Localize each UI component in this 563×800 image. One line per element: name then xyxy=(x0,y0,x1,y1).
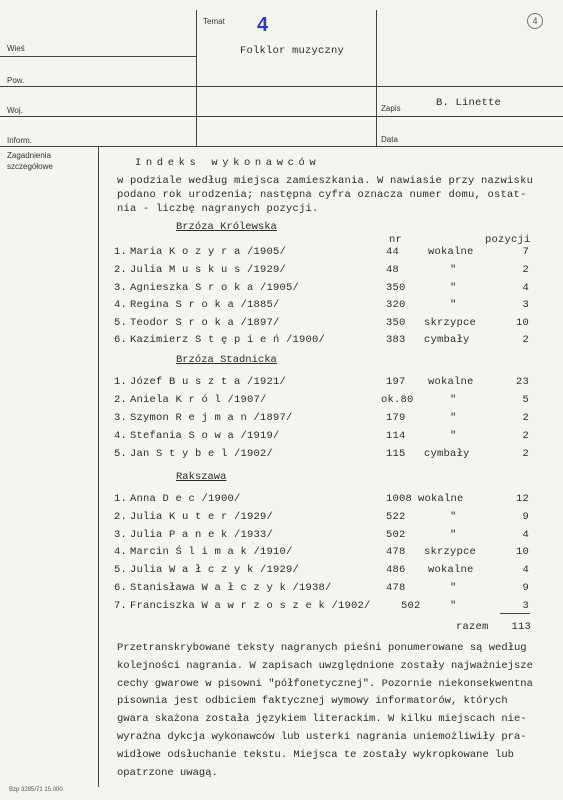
intro-line-3: nia - liczbę nagranych pozycji. xyxy=(117,203,319,215)
item-count: 4 xyxy=(522,529,529,541)
recording-type: skrzypce xyxy=(424,317,477,329)
temat-label: Temat xyxy=(203,17,225,26)
row-number: 5. xyxy=(114,564,128,576)
rule-pow xyxy=(0,86,563,87)
section-title: Brzóza Stadnicka xyxy=(176,354,277,366)
zapis-value: B. Linette xyxy=(436,97,502,109)
performer-name: Teodor S r o k a /1897/ xyxy=(130,317,280,329)
recording-type: wokalne xyxy=(428,246,474,258)
recording-type: " xyxy=(450,282,457,294)
rule-margin xyxy=(98,147,99,787)
corner-mark: 4 xyxy=(527,13,543,29)
performer-name: Franciszka W a w r z o s z e k /1902/ xyxy=(130,600,371,612)
rule-inform xyxy=(0,146,563,147)
column-header-nr: nr xyxy=(389,234,403,246)
performer-name: Stanisława W a ł c z y k /1938/ xyxy=(130,582,332,594)
recording-type: cymbały xyxy=(424,448,470,460)
rule-wies xyxy=(0,56,196,57)
note-line: Przetranskrybowane teksty nagranych pieśni ponumerowane są według xyxy=(117,642,527,654)
performer-name: Anna D e c /1900/ xyxy=(130,493,241,505)
performer-name: Józef B u s z t a /1921/ xyxy=(130,376,287,388)
item-count: 4 xyxy=(522,282,529,294)
recording-type: " xyxy=(450,430,457,442)
house-number: 383 xyxy=(386,334,406,346)
item-count: 5 xyxy=(522,394,529,406)
recording-type: " xyxy=(450,394,457,406)
row-number: 1. xyxy=(114,246,128,258)
recording-type: wokalne xyxy=(428,376,474,388)
column-header-pozycji: pozycji xyxy=(485,234,531,246)
temat-handwritten-mark: 4 xyxy=(257,14,269,36)
row-number: 2. xyxy=(114,394,128,406)
note-line: opatrzone uwagą. xyxy=(117,766,218,779)
performer-name: Julia W a ł c z y k /1929/ xyxy=(130,564,300,576)
row-number: 4. xyxy=(114,299,128,311)
item-count: 3 xyxy=(522,299,529,311)
wies-label: Wieś xyxy=(7,44,25,53)
szczegolowe-label: szczegółowe xyxy=(7,162,53,171)
rule-woj xyxy=(0,116,563,117)
total-value: 113 xyxy=(511,621,531,633)
performer-name: Jan S t y b e l /1902/ xyxy=(130,448,274,460)
item-count: 10 xyxy=(515,546,529,558)
house-number: 478 xyxy=(386,546,406,558)
note-line: gwara skażona została językiem literackim. W kilku miejscach nie- xyxy=(117,713,527,726)
recording-type: " xyxy=(450,529,457,541)
item-count: 2 xyxy=(522,264,529,276)
house-number: 350 xyxy=(386,282,406,294)
house-number: 44 xyxy=(386,246,400,258)
recording-type: " xyxy=(450,412,457,424)
recording-type: " xyxy=(450,582,457,594)
house-number: 320 xyxy=(386,299,406,311)
rule-header-right xyxy=(376,10,377,147)
house-number: 502 xyxy=(386,529,406,541)
performer-name: Maria K o z y r a /1905/ xyxy=(130,246,287,258)
house-number: 1008 xyxy=(386,493,413,505)
row-number: 3. xyxy=(114,529,128,541)
item-count: 23 xyxy=(515,376,529,388)
row-number: 7. xyxy=(114,600,128,612)
item-count: 7 xyxy=(522,246,529,258)
row-number: 6. xyxy=(114,334,128,346)
item-count: 2 xyxy=(522,430,529,442)
row-number: 5. xyxy=(114,317,128,329)
item-count: 2 xyxy=(522,412,529,424)
recording-type: wokalne xyxy=(418,493,464,505)
row-number: 2. xyxy=(114,511,128,523)
house-number: 502 xyxy=(401,600,421,612)
recording-type: wokalne xyxy=(428,564,474,576)
house-number: 114 xyxy=(386,430,406,442)
note-line: wyraźna dykcja wykonawców lub usterki nagrania uniemożliwiły pra- xyxy=(117,730,527,743)
row-number: 4. xyxy=(114,546,128,558)
recording-type: " xyxy=(450,600,457,612)
performer-name: Julia K u t e r /1929/ xyxy=(130,511,274,523)
recording-type: " xyxy=(450,299,457,311)
row-number: 1. xyxy=(114,493,128,505)
performer-name: Regina S r o k a /1885/ xyxy=(130,299,280,311)
performer-name: Julia P a n e k /1933/ xyxy=(130,529,274,541)
data-label: Data xyxy=(381,135,398,144)
item-count: 3 xyxy=(522,600,529,612)
note-line: widłowe odsłuchanie tekstu. Miejsca te zostały wykropkowane lub xyxy=(117,748,514,761)
zagadnienia-label: Zagadnienia xyxy=(7,151,52,160)
performer-name: Julia M u s k u s /1929/ xyxy=(130,264,287,276)
performer-name: Aniela K r ó l /1907/ xyxy=(130,394,267,406)
inform-label: Inform. xyxy=(7,136,32,145)
recording-type: skrzypce xyxy=(424,546,477,558)
house-number: 115 xyxy=(386,448,406,460)
row-number: 1. xyxy=(114,376,128,388)
performer-name: Szymon R e j m a n /1897/ xyxy=(130,412,293,424)
item-count: 9 xyxy=(522,582,529,594)
zapis-label: Zapis xyxy=(381,104,401,113)
total-rule xyxy=(500,613,530,614)
house-number: 197 xyxy=(386,376,406,388)
rule-header-left xyxy=(196,10,197,147)
performer-name: Kazimierz S t ę p i e ń /1900/ xyxy=(130,334,326,346)
performer-name: Stefania S o w a /1919/ xyxy=(130,430,280,442)
row-number: 6. xyxy=(114,582,128,594)
item-count: 9 xyxy=(522,511,529,523)
intro-line-2: podano rok urodzenia; następna cyfra oznacza numer domu, ostat- xyxy=(117,189,527,201)
pow-label: Pow. xyxy=(7,76,25,85)
house-number: ok.80 xyxy=(381,394,414,406)
row-number: 3. xyxy=(114,412,128,424)
house-number: 478 xyxy=(386,582,406,594)
recording-type: cymbały xyxy=(424,334,470,346)
item-count: 4 xyxy=(522,564,529,576)
recording-type: " xyxy=(450,511,457,523)
intro-line-1: w podziale według miejsca zamieszkania. W nawiasie przy nazwisku xyxy=(117,175,534,187)
section-title: Brzóza Królewska xyxy=(176,221,277,233)
row-number: 4. xyxy=(114,430,128,442)
note-line: pisownia jest odbiciem faktycznej wymowy informatorów, których xyxy=(117,695,508,708)
performer-name: Agnieszka S r o k a /1905/ xyxy=(130,282,300,294)
row-number: 2. xyxy=(114,264,128,276)
note-line: kolejności nagrania. W zapisach uwzględnione zostały najważniejsze xyxy=(117,659,533,672)
house-number: 350 xyxy=(386,317,406,329)
house-number: 522 xyxy=(386,511,406,523)
row-number: 3. xyxy=(114,282,128,294)
performer-name: Marcin Ś l i m a k /1910/ xyxy=(130,546,293,558)
house-number: 486 xyxy=(386,564,406,576)
row-number: 5. xyxy=(114,448,128,460)
footer-print-code: Bzp 3285/71 15.000 xyxy=(9,787,63,793)
section-title: Rakszawa xyxy=(176,471,227,483)
house-number: 48 xyxy=(386,264,400,276)
item-count: 10 xyxy=(515,317,529,329)
recording-type: " xyxy=(450,264,457,276)
total-label: razem xyxy=(456,621,489,633)
house-number: 179 xyxy=(386,412,406,424)
transcription-note xyxy=(117,640,549,782)
item-count: 12 xyxy=(515,493,529,505)
item-count: 2 xyxy=(522,334,529,346)
temat-value: Folklor muzyczny xyxy=(240,45,345,57)
note-line: cechy gwarowe w pisowni "półfonetycznej". Pozornie niekonsekwentna xyxy=(117,677,533,690)
index-title: Indeks wykonawców xyxy=(135,157,321,169)
woj-label: Woj. xyxy=(7,106,23,115)
item-count: 2 xyxy=(522,448,529,460)
